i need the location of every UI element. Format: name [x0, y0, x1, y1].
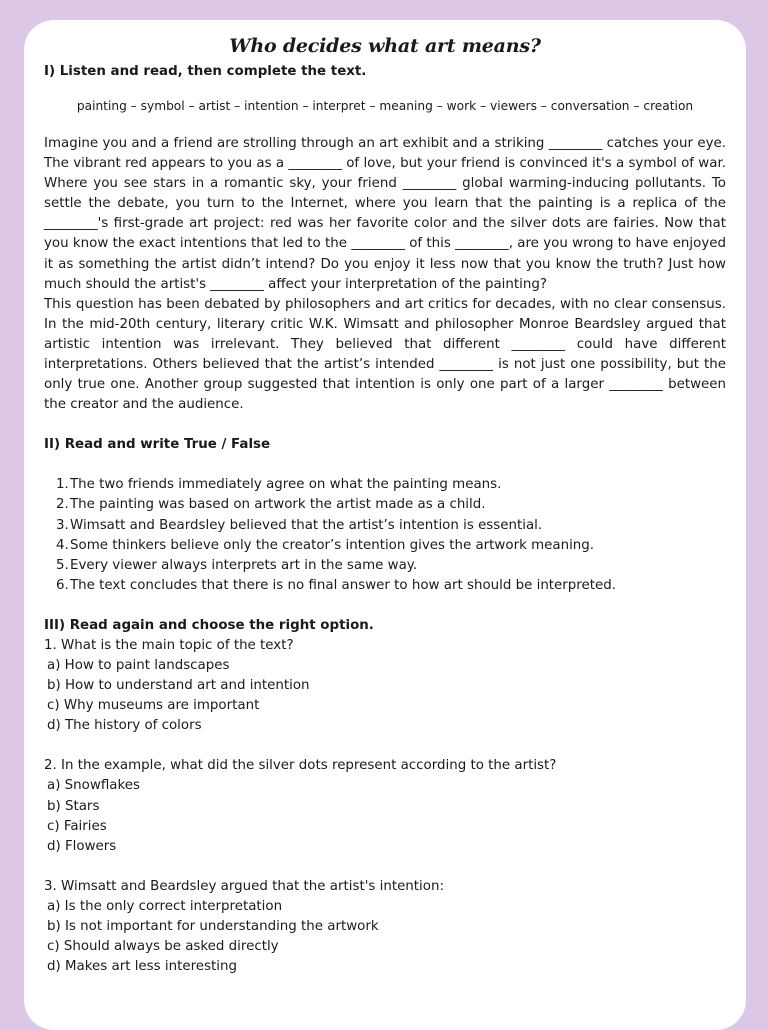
section-2-heading: II) Read and write True / False: [44, 437, 271, 453]
true-false-item: 4. Some thinkers believe only the creator’s intention gives the artwork meaning.: [56, 537, 595, 553]
true-false-item: 2. The painting was based on artwork the artist made as a child.: [56, 497, 486, 513]
answer-option: b) How to understand art and intention: [47, 678, 310, 694]
reading-paragraph-2: This question has been debated by philosophers and art critics for decades, with no clear consensus. In the mid-20th century, literary critic W.K. Wimsatt and philosopher Monroe Beardsley argued that artistic intention was irrelevant. They believed that different ________ could have different interpretations. Others believed that the artist’s intended ________ is not just one possibility, but the only true one. Another group suggested that intention is only one part of a larger ________ between the creator and the audience.: [44, 296, 726, 413]
reading-paragraph-1: Imagine you and a friend are strolling through an art exhibit and a striking ________ catches your eye. The vibrant red appears to you as a ________ of love, but your friend is convinced it's a symbol of war. Where you see stars in a romantic sky, your friend ________ global warming-inducing pollutants. To settle the debate, you turn to the Internet, where you learn that the painting is a replica of the ________'s first-grade art project: red was her favorite color and the silver dots are fairies. Now that you know the exact intentions that led to the ________ of this ________, are you wrong to have enjoyed it as something the artist didn’t intend? Do you enjoy it less now that you know the truth? Just how much should the artist's ________ affect your interpretation of the painting?: [44, 136, 726, 292]
true-false-list: [44, 475, 726, 596]
answer-option: a) Is the only correct interpretation: [47, 898, 283, 914]
question-text: 1. What is the main topic of the text?: [44, 637, 294, 653]
section-1-heading: I) Listen and read, then complete the text.: [44, 64, 367, 79]
answer-option: b) Is not important for understanding the artwork: [47, 919, 379, 934]
section-3-heading: III) Read again and choose the right option.: [44, 617, 374, 633]
answer-option: d) Flowers: [47, 838, 117, 854]
question-block-1: [44, 636, 726, 736]
worksheet-card: [24, 20, 746, 1030]
answer-option: a) Snowflakes: [47, 778, 140, 794]
page-title: Who decides what art means?: [229, 35, 541, 57]
answer-option: b) Stars: [47, 798, 100, 814]
answer-option: c) Should always be asked directly: [47, 939, 279, 955]
question-text: 3. Wimsatt and Beardsley argued that the artist's intention:: [44, 878, 444, 894]
true-false-item: 3. Wimsatt and Beardsley believed that the artist’s intention is essential.: [56, 517, 543, 533]
true-false-item: 6. The text concludes that there is no final answer to how art should be interpreted.: [56, 577, 616, 593]
question-block-3: [44, 877, 726, 977]
true-false-item: 5. Every viewer always interprets art in the same way.: [56, 557, 418, 573]
answer-option: c) Why museums are important: [47, 698, 260, 714]
word-bank: painting – symbol – artist – intention – interpret – meaning – work – viewers – conversation – creation: [76, 99, 694, 113]
answer-option: c) Fairies: [47, 818, 107, 834]
answer-option: a) How to paint landscapes: [47, 657, 230, 673]
true-false-item: 1. The two friends immediately agree on what the painting means.: [56, 477, 502, 493]
question-block-2: [44, 756, 726, 856]
question-text: 2. In the example, what did the silver dots represent according to the artist?: [44, 758, 557, 774]
answer-option: d) Makes art less interesting: [47, 959, 237, 975]
answer-option: d) The history of colors: [47, 718, 202, 734]
